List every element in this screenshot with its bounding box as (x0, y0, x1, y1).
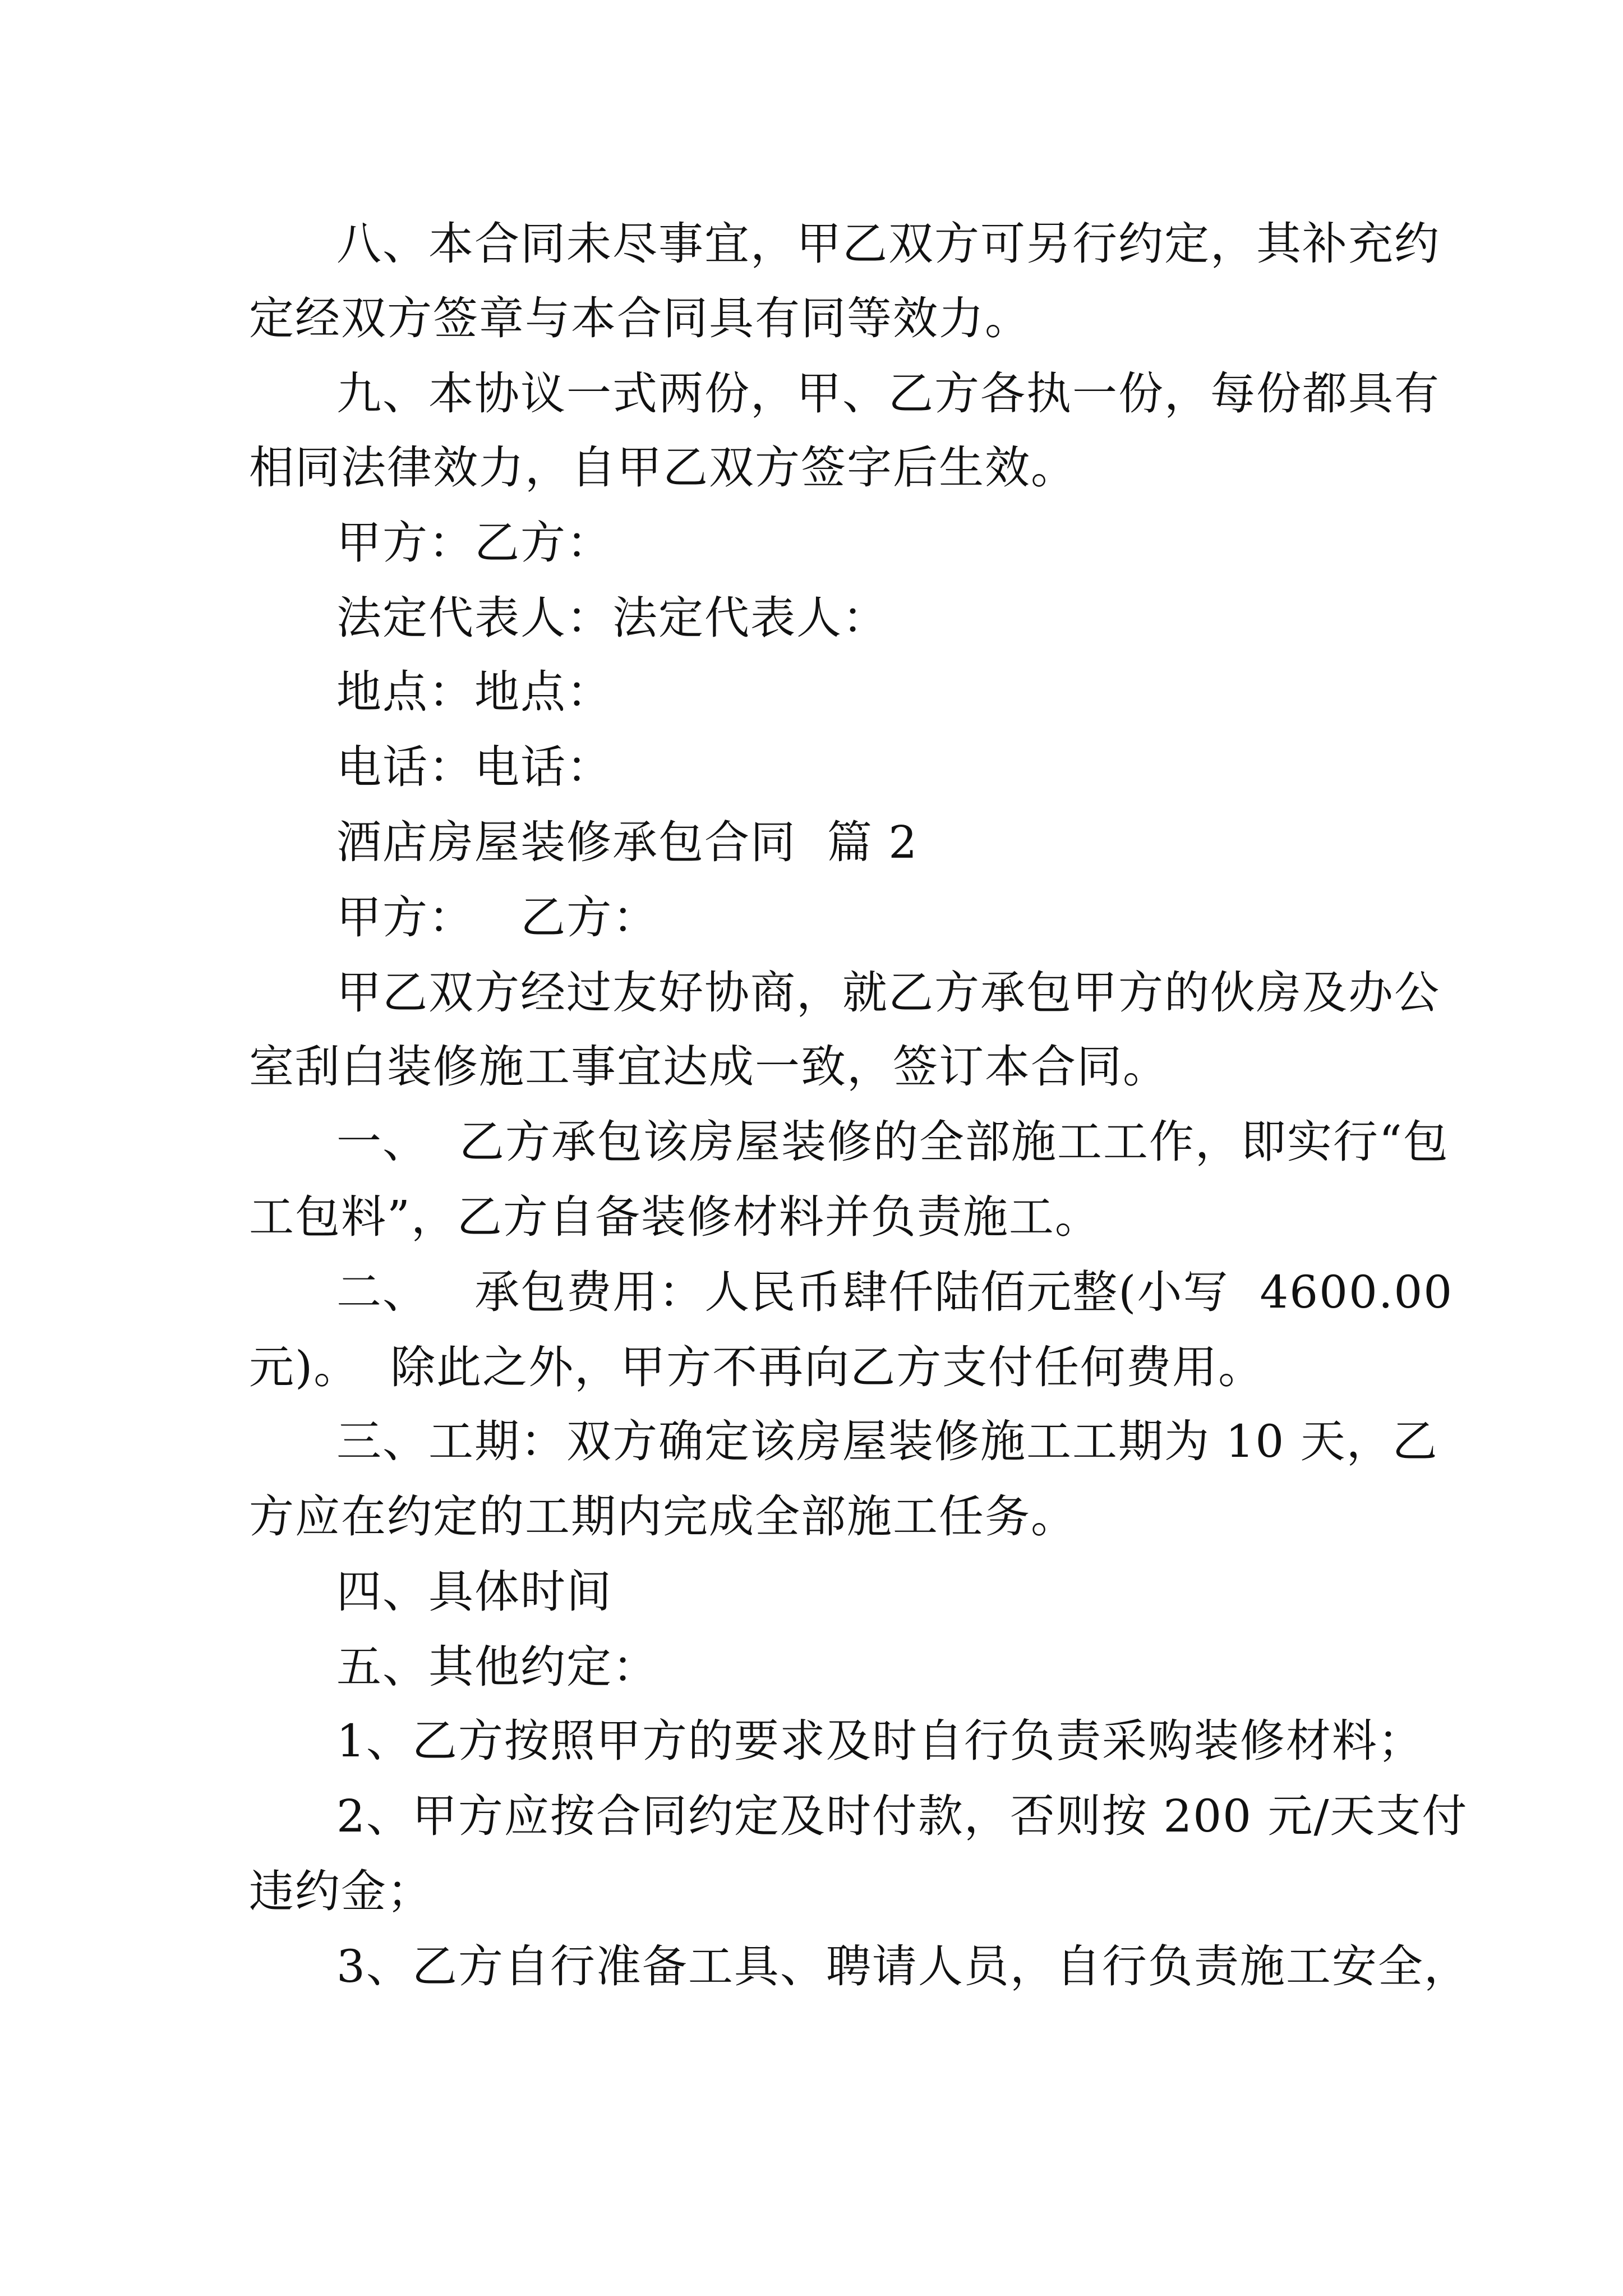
article-3-line-1: 三、工期：双方确定该房屋装修施工工期为 10 天，乙 (336, 1415, 1438, 1467)
article-4-line: 四、具体时间 (336, 1566, 612, 1618)
parties-line: 甲方： 乙方： (336, 891, 659, 944)
clause-8-line-2: 定经双方签章与本合同具有同等效力。 (249, 292, 1031, 344)
article-1-line-1: 一、 乙方承包该房屋装修的全部施工工作，即实行“包 (336, 1116, 1449, 1168)
preamble-line-2: 室刮白装修施工事宜达成一致，签订本合同。 (249, 1041, 1169, 1093)
section-heading: 酒店房屋装修承包合同 篇 2 (336, 816, 919, 868)
item-3-line-1: 3、乙方自行准备工具、聘请人员，自行负责施工安全， (336, 1940, 1470, 1993)
preamble-line-1: 甲乙双方经过友好协商，就乙方承包甲方的伙房及办公 (336, 967, 1440, 1019)
item-1-line: 1、乙方按照甲方的要求及时自行负责采购装修材料； (336, 1715, 1424, 1767)
clause-8-line-1: 八、本合同未尽事宜，甲乙双方可另行约定，其补充约 (336, 218, 1440, 270)
signature-phone-line: 电话：电话： (336, 741, 612, 793)
item-2-line-2: 违约金； (249, 1865, 433, 1917)
article-2-line-2: 元)。 除此之外，甲方不再向乙方支付任何费用。 (249, 1341, 1265, 1393)
clause-9-line-1: 九、本协议一式两份，甲、乙方各执一份，每份都具有 (336, 367, 1440, 420)
signature-representative-line: 法定代表人：法定代表人： (336, 592, 888, 644)
signature-party-line: 甲方：乙方： (336, 517, 612, 569)
item-2-line-1: 2、甲方应按合同约定及时付款，否则按 200 元/天支付 (336, 1790, 1468, 1842)
clause-9-line-2: 相同法律效力，自甲乙双方签字后生效。 (249, 441, 1077, 494)
article-1-line-2: 工包料”，乙方自备装修材料并负责施工。 (249, 1191, 1101, 1243)
article-3-line-2: 方应在约定的工期内完成全部施工任务。 (249, 1490, 1077, 1543)
signature-address-line: 地点：地点： (336, 666, 612, 718)
article-5-line: 五、其他约定： (336, 1641, 658, 1693)
article-2-line-1: 二、 承包费用：人民币肆仟陆佰元整(小写 4600.00 (336, 1266, 1454, 1318)
